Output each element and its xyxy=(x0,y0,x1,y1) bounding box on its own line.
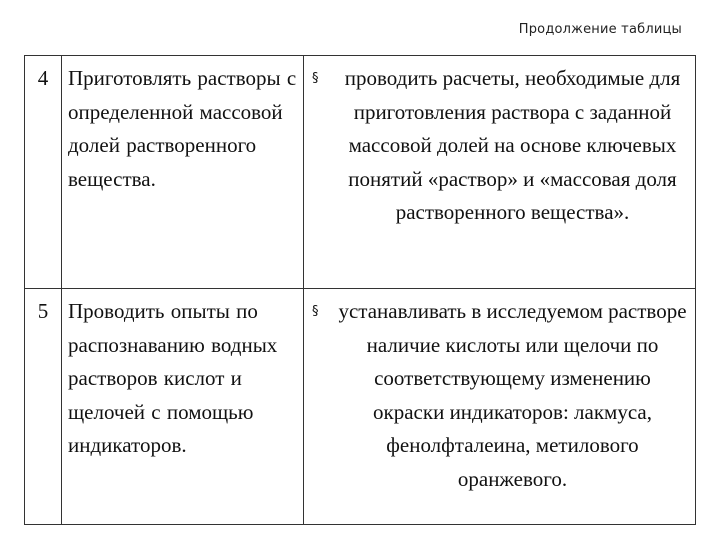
table-row xyxy=(25,289,696,525)
skill-cell xyxy=(62,289,304,525)
outcome-cell xyxy=(304,289,696,525)
row-number: 4 xyxy=(37,66,49,90)
outcome-list-item xyxy=(312,62,687,230)
row-number: 5 xyxy=(37,299,49,323)
skill-cell xyxy=(62,56,304,289)
row-number-cell xyxy=(25,56,62,289)
competency-table xyxy=(24,55,696,525)
table-row xyxy=(25,56,696,289)
row-number-cell xyxy=(25,289,62,525)
outcome-list-item xyxy=(312,295,687,496)
outcome-cell xyxy=(304,56,696,289)
outcome-text: устанавливать в исследуемом растворе наличие кислоты или щелочи по соответствующему изменению окраски индикаторов: лакмуса, фенолфталеина, метилового оранжевого. xyxy=(338,299,687,491)
section-bullet-icon: § xyxy=(312,71,319,86)
outcome-text: проводить расчеты, необходимые для приготовления раствора с заданной массовой долей на основе ключевых понятий «раствор» и «массовая доля растворенного вещества». xyxy=(344,66,681,224)
section-bullet-icon: § xyxy=(312,304,319,319)
table-continuation-caption: Продолжение таблицы xyxy=(518,22,682,37)
skill-text: Проводить опыты по распознаванию водных растворов кислот и щелочей с помощью индикаторов. xyxy=(68,299,278,457)
skill-text: Приготовлять растворы с определенной массовой долей растворенного вещества. xyxy=(68,66,297,191)
